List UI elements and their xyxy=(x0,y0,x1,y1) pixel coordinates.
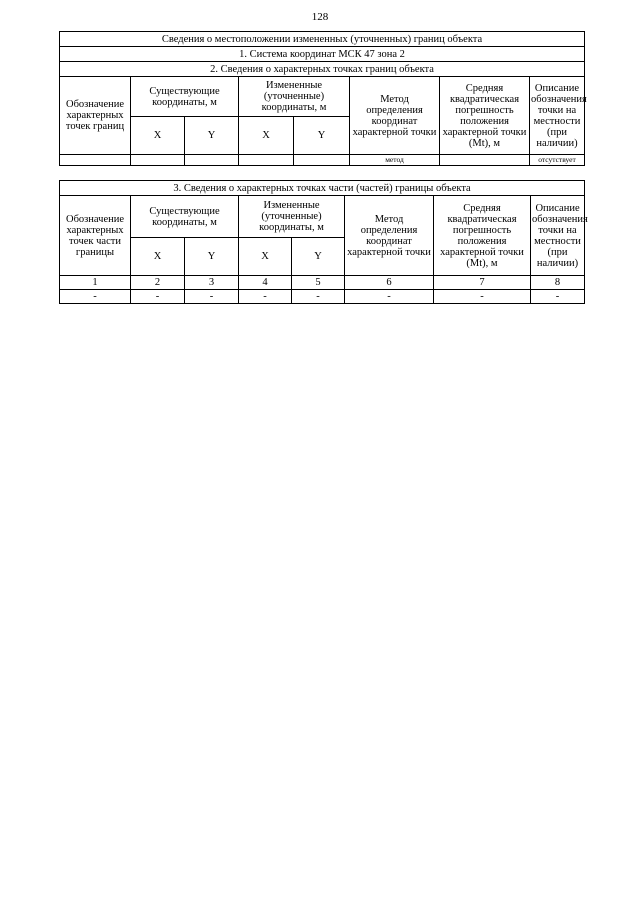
header-existing-coords: Существующие координаты, м xyxy=(131,196,239,238)
row-cell xyxy=(60,155,131,166)
column-number: 8 xyxy=(531,276,585,290)
page-number: 128 xyxy=(311,11,329,23)
column-number: 2 xyxy=(131,276,185,290)
row-cell xyxy=(131,155,185,166)
header-designation: Обозначение характерных точек части границы xyxy=(60,196,131,276)
boundary-part-table xyxy=(59,180,588,304)
row-cell-method: метод xyxy=(350,155,440,166)
header-designation: Обозначение характерных точек границ xyxy=(60,77,131,155)
header-changed-coords: Измененные (уточненные) координаты, м xyxy=(239,196,345,238)
header-accuracy: Средняя квадратическая погрешность положения характерной точки (Mt), м xyxy=(440,77,530,155)
row-cell xyxy=(185,155,239,166)
header-accuracy: Средняя квадратическая погрешность положения характерной точки (Mt), м xyxy=(434,196,531,276)
header-description: Описание обозначения точки на местности (при наличии) xyxy=(531,196,585,276)
row-cell-description: отсутствует xyxy=(530,155,585,166)
row-cell: - xyxy=(292,290,345,304)
coord-system: 1. Система координат МСК 47 зона 2 xyxy=(60,47,585,62)
row-cell: - xyxy=(185,290,239,304)
row-cell: - xyxy=(239,290,292,304)
column-number: 7 xyxy=(434,276,531,290)
row-cell: - xyxy=(531,290,585,304)
section2-title: 2. Сведения о характерных точках границ объекта xyxy=(60,62,585,77)
header-changed-x: X xyxy=(239,117,294,155)
header-description: Описание обозначения точки на местности (при наличии) xyxy=(530,77,585,155)
row-cell: - xyxy=(434,290,531,304)
row-cell: - xyxy=(131,290,185,304)
header-existing-y: Y xyxy=(185,117,239,155)
header-existing-x: X xyxy=(131,117,185,155)
section3-title: 3. Сведения о характерных точках части (частей) границы объекта xyxy=(60,181,585,196)
row-cell: - xyxy=(345,290,434,304)
row-cell xyxy=(440,155,530,166)
header-method: Метод определения координат характерной точки xyxy=(345,196,434,276)
object-boundary-table xyxy=(59,31,585,166)
column-number: 5 xyxy=(292,276,345,290)
column-number: 1 xyxy=(60,276,131,290)
column-number: 4 xyxy=(239,276,292,290)
header-changed-coords: Измененные (уточненные) координаты, м xyxy=(239,77,350,117)
header-changed-y: Y xyxy=(294,117,350,155)
row-cell xyxy=(239,155,294,166)
header-changed-y: Y xyxy=(292,238,345,276)
header-existing-coords: Существующие координаты, м xyxy=(131,77,239,117)
header-method: Метод определения координат характерной точки xyxy=(350,77,440,155)
section-title: Сведения о местоположении измененных (уточненных) границ объекта xyxy=(60,32,585,47)
row-cell: - xyxy=(60,290,131,304)
column-number: 3 xyxy=(185,276,239,290)
header-existing-y: Y xyxy=(185,238,239,276)
header-existing-x: X xyxy=(131,238,185,276)
column-number: 6 xyxy=(345,276,434,290)
header-changed-x: X xyxy=(239,238,292,276)
row-cell xyxy=(294,155,350,166)
